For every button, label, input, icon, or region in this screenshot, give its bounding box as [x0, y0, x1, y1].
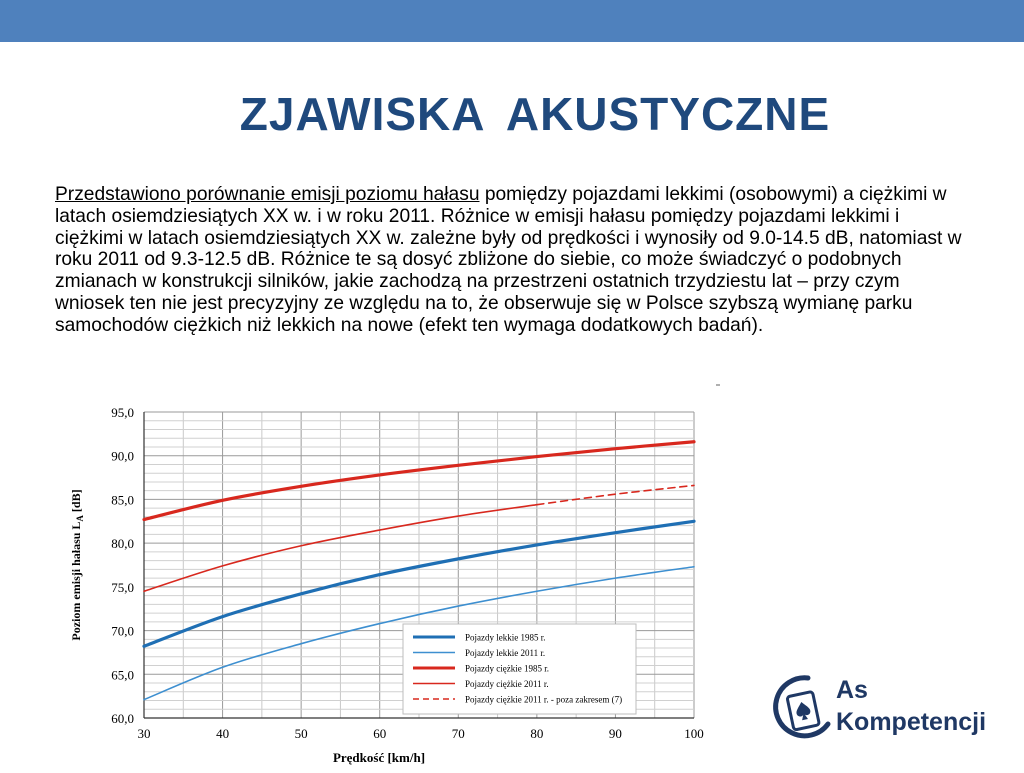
y-axis-title: Poziom emisji hałasu $L_A$ [dB]: [69, 489, 85, 641]
legend-label: Pojazdy ciężkie 1985 r.: [465, 663, 549, 674]
x-tick-label: 90: [608, 726, 622, 741]
y-tick-label: 95,0: [111, 405, 134, 420]
stray-mark: [716, 384, 720, 386]
legend-label: Pojazdy lekkie 2011 r.: [465, 648, 546, 658]
x-tick-label: 30: [137, 726, 151, 741]
y-tick-label: 60,0: [111, 711, 134, 726]
legend-label: Pojazdy ciężkie 2011 r. - poza zakresem (7): [465, 694, 623, 705]
x-tick-label: 50: [294, 726, 308, 741]
x-tick-label: 60: [373, 726, 387, 741]
noise-chart-svg: [60, 396, 720, 768]
y-tick-label: 75,0: [111, 579, 134, 595]
legend-label: Pojazdy ciężkie 2011 r.: [465, 679, 549, 689]
x-tick-label: 80: [530, 726, 544, 741]
x-tick-label: 40: [216, 726, 230, 741]
noise-chart: [60, 396, 720, 768]
slide-body-text: [55, 184, 970, 337]
y-tick-label: 65,0: [111, 667, 134, 683]
logo-line-2: Kompetencji: [836, 708, 987, 736]
as-kompetencji-logo: [770, 672, 1010, 744]
logo-line-1: As: [836, 676, 868, 704]
y-tick-label: 80,0: [111, 536, 134, 552]
legend-label: Pojazdy lekkie 1985 r.: [465, 632, 546, 643]
y-tick-label: 85,0: [111, 492, 134, 508]
x-tick-label: 70: [451, 726, 465, 741]
top-band: [0, 0, 1024, 42]
y-tick-label: 90,0: [111, 448, 134, 464]
y-tick-label: 70,0: [111, 623, 134, 639]
spade-card-icon: [770, 672, 834, 744]
x-axis-title: Prędkość [km/h]: [332, 750, 426, 765]
slide-title: ZJAWISKA AKUSTYCZNE: [239, 88, 831, 140]
x-tick-label: 100: [684, 726, 704, 741]
body-rest-text: pomiędzy pojazdami lekkimi (osobowymi) a ciężkimi w latach osiemdziesiątych XX w. i w roku 2011. Różnice w emisji hałasu pomiędzy pojazdami lekkimi i ciężkimi w latach osiemdziesiątych XX w. zależne były od prędkości i wynosiły od 9.0-14.5 dB, natomiast w roku 2011 od 9.3-12.5 dB. Różnice te są dosyć zbliżone do siebie, co może świadczyć o podobnych zmianach w konstrukcji silników, jakie zachodzą na przestrzeni ostatnich trzydziestu lat – przy czym wniosek ten nie jest precyzyjny ze względu na to, że obserwuje się w Polsce szybszą wymianę parku samochodów ciężkich niż lekkich na nowe (efekt ten wymaga dodatkowych badań).: [55, 184, 962, 336]
body-lead-link[interactable]: Przedstawiono porównanie emisji poziomu hałasu: [55, 184, 480, 205]
